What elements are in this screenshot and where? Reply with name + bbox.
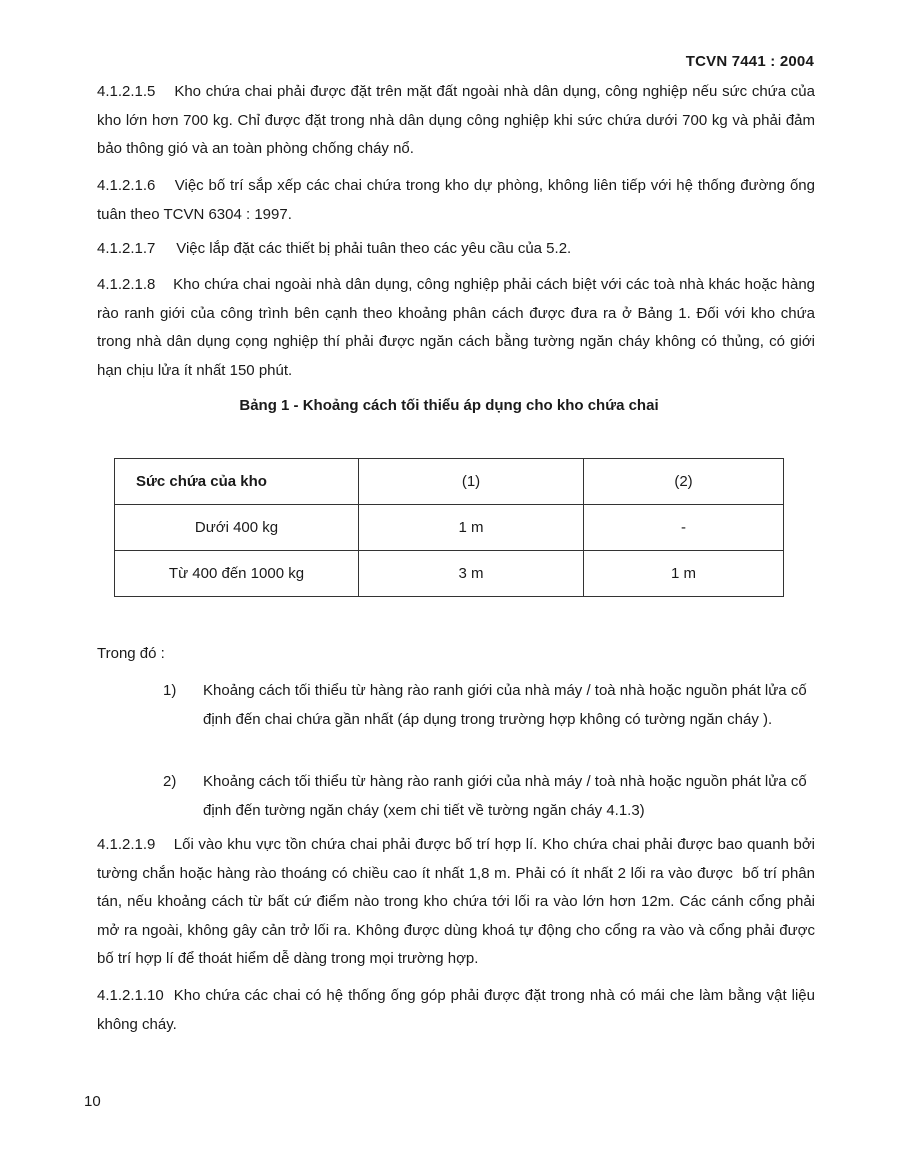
- clause-4-1-2-1-10: 4.1.2.1.10 Kho chứa các chai có hệ thống ống góp phải được đặt trong nhà có mái che làm bằng vật liệu không cháy.: [97, 987, 820, 1033]
- notes-intro: Trong đó :: [97, 645, 165, 662]
- table-cell: 1 m: [359, 505, 584, 551]
- clause-4-1-2-1-6: 4.1.2.1.6 Việc bố trí sắp xếp các chai chứa trong kho dự phòng, không liên tiếp với hệ thống đường ống tuân theo TCVN 6304 : 1997.: [97, 177, 820, 223]
- table-cell: 3 m: [359, 551, 584, 597]
- table-cell: Dưới 400 kg: [115, 505, 359, 551]
- table-header-cell: Sức chứa của kho: [115, 459, 359, 505]
- clause-4-1-2-1-9: 4.1.2.1.9 Lối vào khu vực tồn chứa chai phải được bố trí hợp lí. Kho chứa chai phải được bao quanh bởi tường chắn hoặc hàng rào thoáng có chiều cao ít nhất 1,8 m. Phải có ít nhất 2 lối ra vào được bố trí phân tán, nếu khoảng cách từ bất cứ điểm nào trong kho chứa tới lối ra vào lớn hơn 12m. Các cánh cổng phải mở ra ngoài, không gây cản trở lối ra. Không được dùng khoá tự động cho cổng ra vào và cổng phải được bố trí hợp lí để thoát hiểm dễ dàng trong mọi trường hợp.: [97, 836, 820, 967]
- table-header-cell: (2): [584, 459, 784, 505]
- clause-4-1-2-1-7: 4.1.2.1.7 Việc lắp đặt các thiết bị phải tuân theo các yêu cầu của 5.2.: [97, 240, 572, 257]
- table-row: [115, 505, 784, 551]
- clause-4-1-2-1-8: 4.1.2.1.8 Kho chứa chai ngoài nhà dân dụng, công nghiệp phải cách biệt với các toà nhà khác hoặc hàng rào ranh giới của công trình bên cạnh theo khoảng phân cách được đưa ra ở Bảng 1. Đối với kho chứa trong nhà dân dụng cọng nghiệp thí phải được ngăn cách bằng tường ngăn cháy không có thủng, có giới hạn chịu lửa ít nhất 150 phút.: [97, 276, 820, 379]
- list-item: [163, 768, 815, 825]
- clause-4-1-2-1-5: 4.1.2.1.5 Kho chứa chai phải được đặt trên mặt đất ngoài nhà dân dụng, công nghiệp nếu sức chứa của kho lớn hơn 700 kg. Chỉ được đặt trong nhà dân dụng công nghiệp khi sức chứa dưới 700 kg và phải đảm bảo thông gió và an toàn phòng chống cháy nổ.: [97, 83, 820, 157]
- table-cell: 1 m: [584, 551, 784, 597]
- list-item-number: 2): [163, 773, 177, 790]
- page-number: 10: [84, 1093, 101, 1110]
- distance-table: [114, 458, 784, 597]
- table-header-cell: (1): [359, 459, 584, 505]
- table-row: [115, 551, 784, 597]
- list-item: [163, 677, 815, 734]
- table-cell: -: [584, 505, 784, 551]
- table-cell: Từ 400 đến 1000 kg: [115, 551, 359, 597]
- table-header-row: [115, 459, 784, 505]
- document-code-header: TCVN 7441 : 2004: [685, 53, 814, 70]
- table-caption: Bảng 1 - Khoảng cách tối thiểu áp dụng cho kho chứa chai: [239, 397, 659, 414]
- list-item-text: Khoảng cách tối thiểu từ hàng rào ranh giới của nhà máy / toà nhà hoặc nguồn phát lửa cố định đến chai chứa gần nhất (áp dụng trong trường hợp không có tường ngăn cháy ).: [203, 682, 807, 728]
- list-item-number: 1): [163, 682, 177, 699]
- list-item-text: Khoảng cách tối thiểu từ hàng rào ranh giới của nhà máy / toà nhà hoặc nguồn phát lửa cố định đến tường ngăn cháy (xem chi tiết về tường ngăn cháy 4.1.3): [203, 773, 807, 819]
